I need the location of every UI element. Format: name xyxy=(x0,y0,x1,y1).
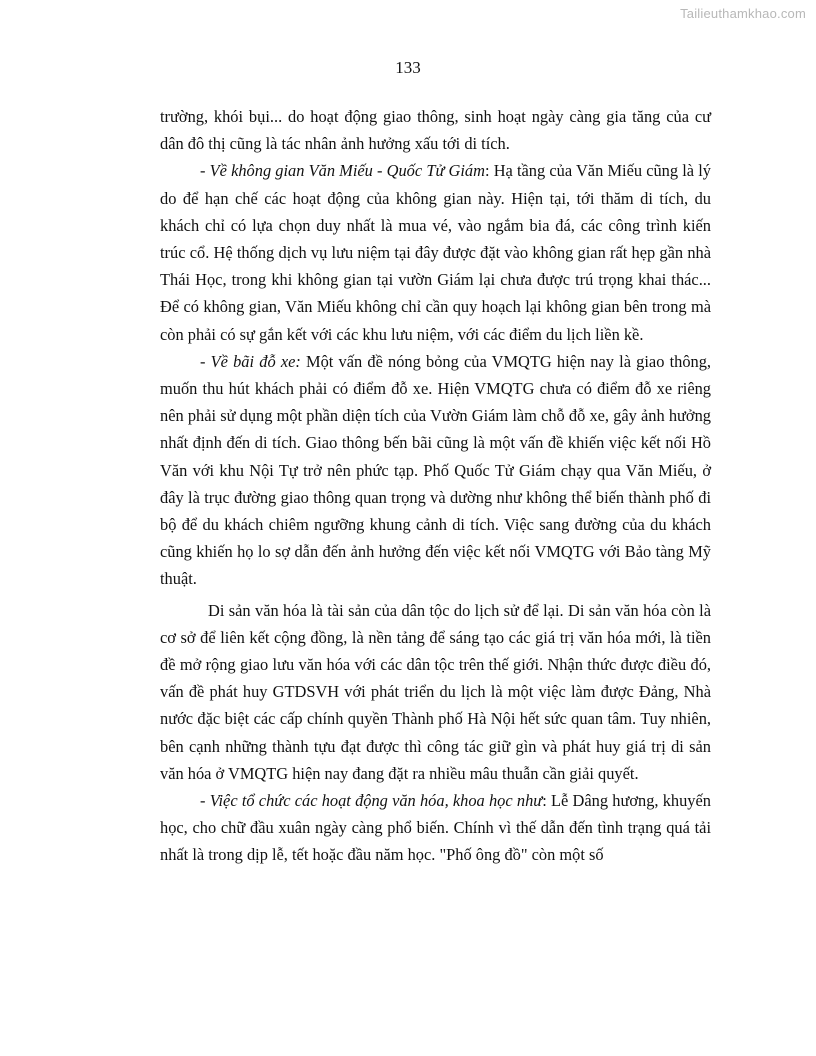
paragraph-text: Một vấn đề nóng bỏng của VMQTG hiện nay là giao thông, muốn thu hút khách phải có điểm đỗ xe. Hiện VMQTG chưa có điểm đỗ xe riêng nên phải sử dụng một phần diện tích của Vườn Giám làm chỗ đỗ xe, gây ảnh hưởng nhất định đến di tích. Giao thông bến bãi cũng là một vấn đề khiến việc kết nối Hồ Văn với khu Nội Tự trở nên phức tạp. Phố Quốc Tử Giám chạy qua Văn Miếu, ở đây là trục đường giao thông quan trọng và dường như không thể biến thành phố đi bộ để du khách chiêm ngưỡng khung cảnh di tích. Việc sang đường của du khách cũng khiến họ lo sợ dẫn đến ảnh hưởng đến việc kết nối VMQTG với Bảo tàng Mỹ thuật. xyxy=(160,351,712,589)
paragraph-heritage xyxy=(160,597,711,787)
paragraph-text: : Lễ Dâng hương, khuyến học, cho chữ đầu xuân ngày càng phổ biến. Chính vì thế dẫn đến tình trạng quá tải nhất là trong dịp lễ, tết hoặc đầu năm học. "Phố ông đồ" còn một số xyxy=(160,791,711,865)
paragraph-lead: - Về bãi đỗ xe: xyxy=(200,351,301,371)
page-number: 133 xyxy=(395,58,421,77)
paragraph-lead: - Việc tổ chức các hoạt động văn hóa, khoa học như xyxy=(200,791,543,811)
paragraph-van-mieu-space xyxy=(160,157,711,347)
paragraph-text: : Hạ tầng của Văn Miếu cũng là lý do để hạn chế các hoạt động của không gian này. Hiện tại, tới thăm di tích, du khách chỉ có lựa chọn duy nhất là mua vé, vào ngắm bia đá, các công trình kiến trúc cổ. Hệ thống dịch vụ lưu niệm tại đây được đặt vào không gian rất hẹp gần nhà Thái Học, trong khi không gian tại vườn Giám lại chưa được trú trọng khai thác... Để có không gian, Văn Miếu không chỉ cần quy hoạch lại không gian bên trong mà còn phải có sự gắn kết với các khu lưu niệm, với các điểm du lịch liền kề. xyxy=(160,161,711,344)
paragraph-text: trường, khói bụi... do hoạt động giao thông, sinh hoạt ngày càng gia tăng của cư dân đô thị cũng là tác nhân ảnh hưởng xấu tới di tích. xyxy=(160,107,711,154)
document-body xyxy=(160,103,711,869)
paragraph-continuation xyxy=(160,103,711,157)
paragraph-parking xyxy=(160,348,711,593)
paragraph-text: Di sản văn hóa là tài sản của dân tộc do lịch sử để lại. Di sản văn hóa còn là cơ sở để liên kết cộng đồng, là nền tảng để sáng tạo các giá trị văn hóa mới, là tiền đề mở rộng giao lưu văn hóa với các dân tộc trên thế giới. Nhận thức được điều đó, vấn đề phát huy GTDSVH với phát triển du lịch là một việc làm được Đảng, Nhà nước đặc biệt các cấp chính quyền Thành phố Hà Nội hết sức quan tâm. Tuy nhiên, bên cạnh những thành tựu đạt được thì công tác giữ gìn và phát huy giá trị di sản văn hóa ở VMQTG hiện nay đang đặt ra nhiều mâu thuẫn cần giải quyết. xyxy=(160,600,711,783)
paragraph-activities xyxy=(160,787,711,869)
paragraph-lead: - Về không gian Văn Miếu - Quốc Tử Giám xyxy=(200,161,485,181)
watermark: Tailieuthamkhao.com xyxy=(680,6,806,21)
